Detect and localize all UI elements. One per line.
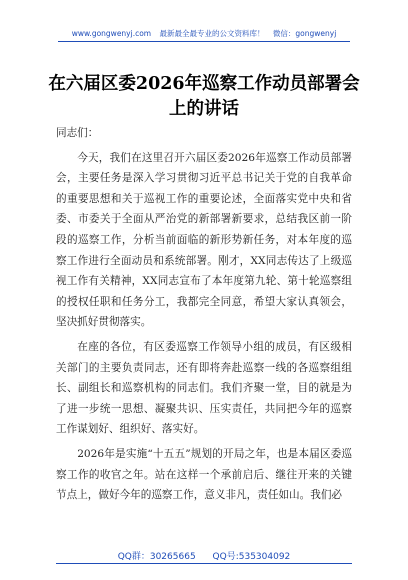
paragraph-3: 2026年是实施“十五五”规划的开局之年，也是本届区委巡察工作的收官之年。站在这样一个承前启后、继往开来的关键节点上，做好今年的巡察工作，意义非凡，责任如山。我们必 — [56, 447, 352, 502]
document-title: 在六届区委2026年巡察工作动员部署会上的讲话 — [48, 73, 360, 119]
wechat-id: 微信：gongwenyj — [272, 29, 337, 38]
site-link[interactable]: www.gongwenyj.com — [71, 29, 152, 38]
page-footer — [0, 549, 408, 562]
header-divider — [58, 41, 350, 42]
page-header — [0, 0, 408, 42]
greeting: 同志们： — [56, 127, 99, 139]
document-body — [56, 123, 352, 510]
footer-divider — [56, 563, 352, 564]
site-slogan: 最新最全最专业的公文资料库！ — [159, 29, 265, 38]
header-banner — [0, 28, 408, 39]
qq-group: QQ群：30265665 — [117, 552, 196, 562]
paragraph-2: 在座的各位，有区委巡察工作领导小组的成员，有区级相关部门的主要负责同志，还有即将奔赴巡察一线的各巡察组组长、副组长和巡察机构的同志们。我们齐聚一堂，目的就是为了进一步统一思想、凝聚共识、压实责任，共同把今年的巡察工作谋划好、组织好、落实好。 — [56, 340, 352, 436]
paragraph-1: 今天，我们在这里召开六届区委2026年巡察工作动员部署会，主要任务是深入学习贯彻习近平总书记关于党的自我革命的重要思想和关于巡视工作的重要论述，全面落实党中央和省委、市委关于全面从严治党的新部署新要求，总结我区前一阶段的巡察工作，分析当前面临的新形势新任务，对本年度的巡察工作进行全面动员和系统部署。刚才，XX同志传达了上级巡视工作有关精神，XX同志宣布了本年度第九轮、第十轮巡察组的授权任职和任务分工，我都完全同意，希望大家认真领会，坚决抓好贯彻落实。 — [56, 151, 352, 329]
qq-number: QQ号:535304092 — [212, 552, 291, 562]
